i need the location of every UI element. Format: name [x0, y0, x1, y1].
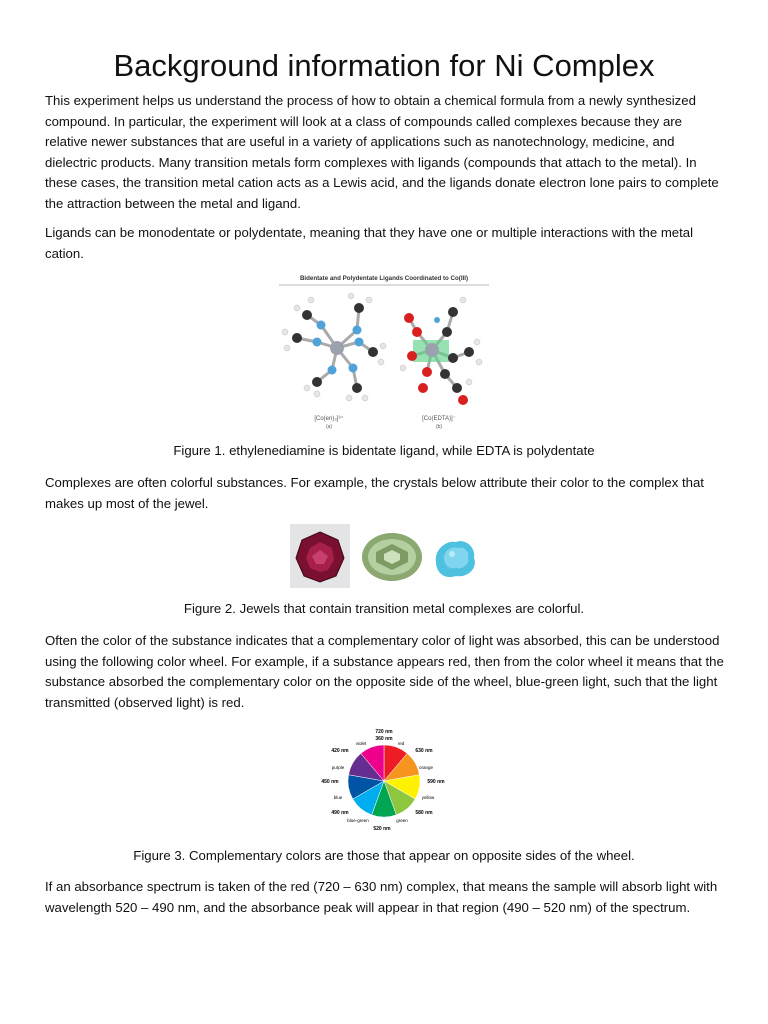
wheel-630nm-label: 630 nm — [415, 748, 433, 754]
wheel-purple-label: purple — [331, 765, 345, 770]
wheel-360nm-label: 360 nm — [375, 736, 393, 742]
wheel-720nm-label: 720 nm — [375, 729, 393, 735]
page-title: Background information for Ni Complex — [113, 48, 655, 83]
wheel-420nm-label: 420 nm — [331, 748, 349, 754]
figure-1-caption: Figure 1. ethylenediamine is bidentate ligand, while EDTA is polydentate — [173, 443, 595, 458]
wheel-520nm-label: 520 nm — [373, 826, 391, 832]
wheel-580nm-label: 580 nm — [415, 810, 433, 816]
wheel-490nm-label: 490 nm — [331, 810, 349, 816]
wheel-yellow-label: yellow — [421, 795, 435, 800]
paragraph-complexes: Complexes are often colorful substances. For example, the crystals below attribute their color to the complex that makes up most of the jewel. — [45, 475, 704, 511]
wheel-orange-label: orange — [418, 765, 434, 770]
wheel-450nm-label: 450 nm — [321, 779, 339, 785]
molecule-a-label: [Co(en)₃]³⁺ — [314, 416, 344, 422]
jewel-garnet-image — [290, 524, 350, 588]
molecule-b-sublabel: (b) — [435, 424, 443, 430]
molecule-a-atoms — [282, 293, 386, 401]
molecule-a-sublabel: (a) — [325, 424, 333, 430]
figure-1-header: Bidentate and Polydentate Ligands Coordinated to Co(III) — [299, 275, 469, 282]
jewel-peridot-image — [360, 526, 424, 586]
wheel-bluegreen-label: blue-green — [347, 818, 369, 823]
figure-2-jewels — [290, 524, 480, 588]
paragraph-intro: This experiment helps us understand the process of how to obtain a chemical formula from a newly synthesized compound. In particular, the experiment will look at a class of compounds called complexes because they are relative newer substances that are useful in a variety of applications such as nanotechnology, medicine, and dielectric products. Many transition metals form complexes with ligands (compounds that attach to the metal). In these cases, the transition metal cation acts as a Lewis acid, and the ligands donate electron lone pairs to complete the attraction between the metal and ligand. — [45, 93, 719, 211]
paragraph-ligands: Ligands can be monodentate or polydentate, meaning that they have one or multiple interactions with the metal cation. — [45, 225, 694, 261]
wheel-green-label: green — [396, 818, 408, 823]
figure-2-caption: Figure 2. Jewels that contain transition metal complexes are colorful. — [183, 601, 585, 616]
color-wheel-segments — [348, 745, 420, 817]
paragraph-color-wheel: Often the color of the substance indicates that a complementary color of light was absorbed, this can be understood using the following color wheel. For example, if a substance appears red, then from the color wheel it means that the substance absorbed the complementary color on the opposite side of the wheel, blue-green light, such that the light transmitted (observed light) is red. — [45, 633, 724, 710]
wheel-violet-label: violet — [355, 741, 367, 746]
paragraph-absorbance: If an absorbance spectrum is taken of the red (720 – 630 nm) complex, that means the sample will absorb light with wavelength 520 – 490 nm, and the absorbance peak will appear in that region (490 – 520 nm) of the spectrum. — [45, 879, 718, 915]
figure-3-caption: Figure 3. Complementary colors are those that appear on opposite sides of the wheel. — [133, 848, 635, 863]
figure-3-color-wheel — [316, 724, 452, 834]
wheel-red-label: red — [397, 741, 405, 746]
molecule-b-label: [Co(EDTA)]⁻ — [422, 416, 456, 422]
jewel-turquoise-image — [430, 532, 480, 582]
wheel-590nm-label: 590 nm — [427, 779, 445, 785]
wheel-blue-label: blue — [333, 795, 343, 800]
figure-1-molecules — [277, 270, 491, 435]
